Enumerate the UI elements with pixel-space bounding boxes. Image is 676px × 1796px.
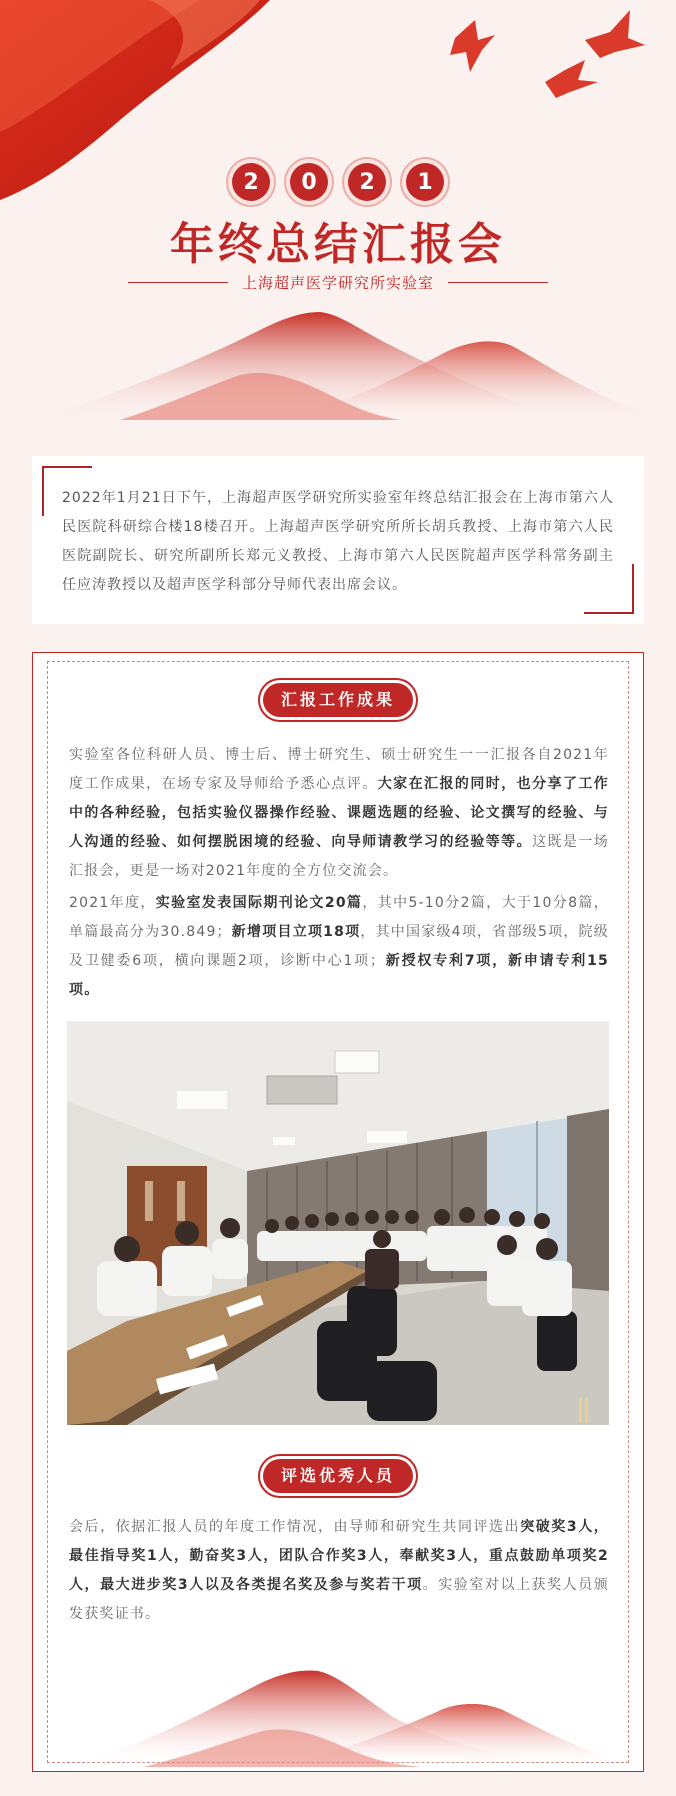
content-panel <box>32 652 644 1772</box>
divider <box>128 282 228 283</box>
footer-mountain-illustration <box>33 1647 645 1767</box>
header-banner <box>0 0 676 430</box>
intro-text: 2022年1月21日下午，上海超声医学研究所实验室年终总结汇报会在上海市第六人民医院科研综合楼18楼召开。上海超声医学研究所所长胡兵教授、上海市第六人民医院副院长、研究所副所长郑元义教授、上海市第六人民医院超声医学科常务副主任应涛教授以及超声医学科部分导师代表出席会议。 <box>62 490 614 593</box>
year-digit: 2 <box>232 163 270 201</box>
text-span: 。实验室对以上获奖人员颁发获奖证书。 <box>69 1577 610 1622</box>
text-span-bold: 新增项目立项18项 <box>231 924 361 940</box>
meeting-photo <box>67 1021 609 1425</box>
year-digit: 2 <box>348 163 386 201</box>
section-heading-awards: 评选优秀人员 <box>263 1459 413 1493</box>
page-title: 年终总结汇报会 <box>170 219 506 270</box>
section-heading-achievements: 汇报工作成果 <box>263 683 413 717</box>
paragraph-results <box>69 889 609 1005</box>
text-span: ，其中5-10分2篇，大于10分8篇，单篇最高分为30.849； <box>69 895 609 940</box>
text-span: ，其中国家级4项，省部级5项，院级及卫健委6项，横向课题2项，诊断中心1项； <box>69 924 609 969</box>
text-span-bold: 大家在汇报的同时，也分享了工作中的各种经验，包括实验仪器操作经验、课题选题的经验、论文撰写的经验、与人沟通的经验、如何摆脱困境的经验、向导师请教学习的经验等等。 <box>69 776 610 850</box>
text-span-bold: 新授权专利7项，新申请专利15项。 <box>69 953 609 998</box>
page-subtitle: 上海超声医学研究所实验室 <box>241 274 434 292</box>
text-span: 实验室各位科研人员、博士后、博士研究生、硕士研究生一一汇报各自2021年度工作成果，在场专家及导师给予悉心点评。 <box>69 747 609 792</box>
paragraph-report <box>69 741 609 886</box>
mountain-illustration <box>40 312 660 420</box>
text-span-bold: 突破奖3人，最佳指导奖1人，勤奋奖3人，团队合作奖3人，奉献奖3人，重点鼓励单项奖2人，最大进步奖3人以及各类提名奖及参与奖若干项 <box>69 1519 609 1593</box>
text-span: 会后，依据汇报人员的年度工作情况，由导师和研究生共同评选出 <box>69 1519 521 1535</box>
year-digit: 1 <box>406 163 444 201</box>
meeting-room-image <box>67 1021 609 1425</box>
paragraph-awards <box>69 1513 609 1629</box>
subtitle-row <box>0 272 676 293</box>
divider <box>448 282 548 283</box>
intro-card <box>32 456 644 624</box>
text-span: 2021年度， <box>69 895 156 911</box>
corner-decoration <box>42 466 92 516</box>
corner-decoration <box>584 564 634 614</box>
mountain-illustration <box>33 1647 645 1767</box>
year-badge-row <box>0 163 676 201</box>
year-digit: 0 <box>290 163 328 201</box>
text-span: 这既是一场汇报会，更是一场对2021年度的全方位交流会。 <box>69 834 610 879</box>
dove-icon <box>450 10 645 98</box>
text-span-bold: 实验室发表国际期刊论文20篇 <box>155 895 363 911</box>
